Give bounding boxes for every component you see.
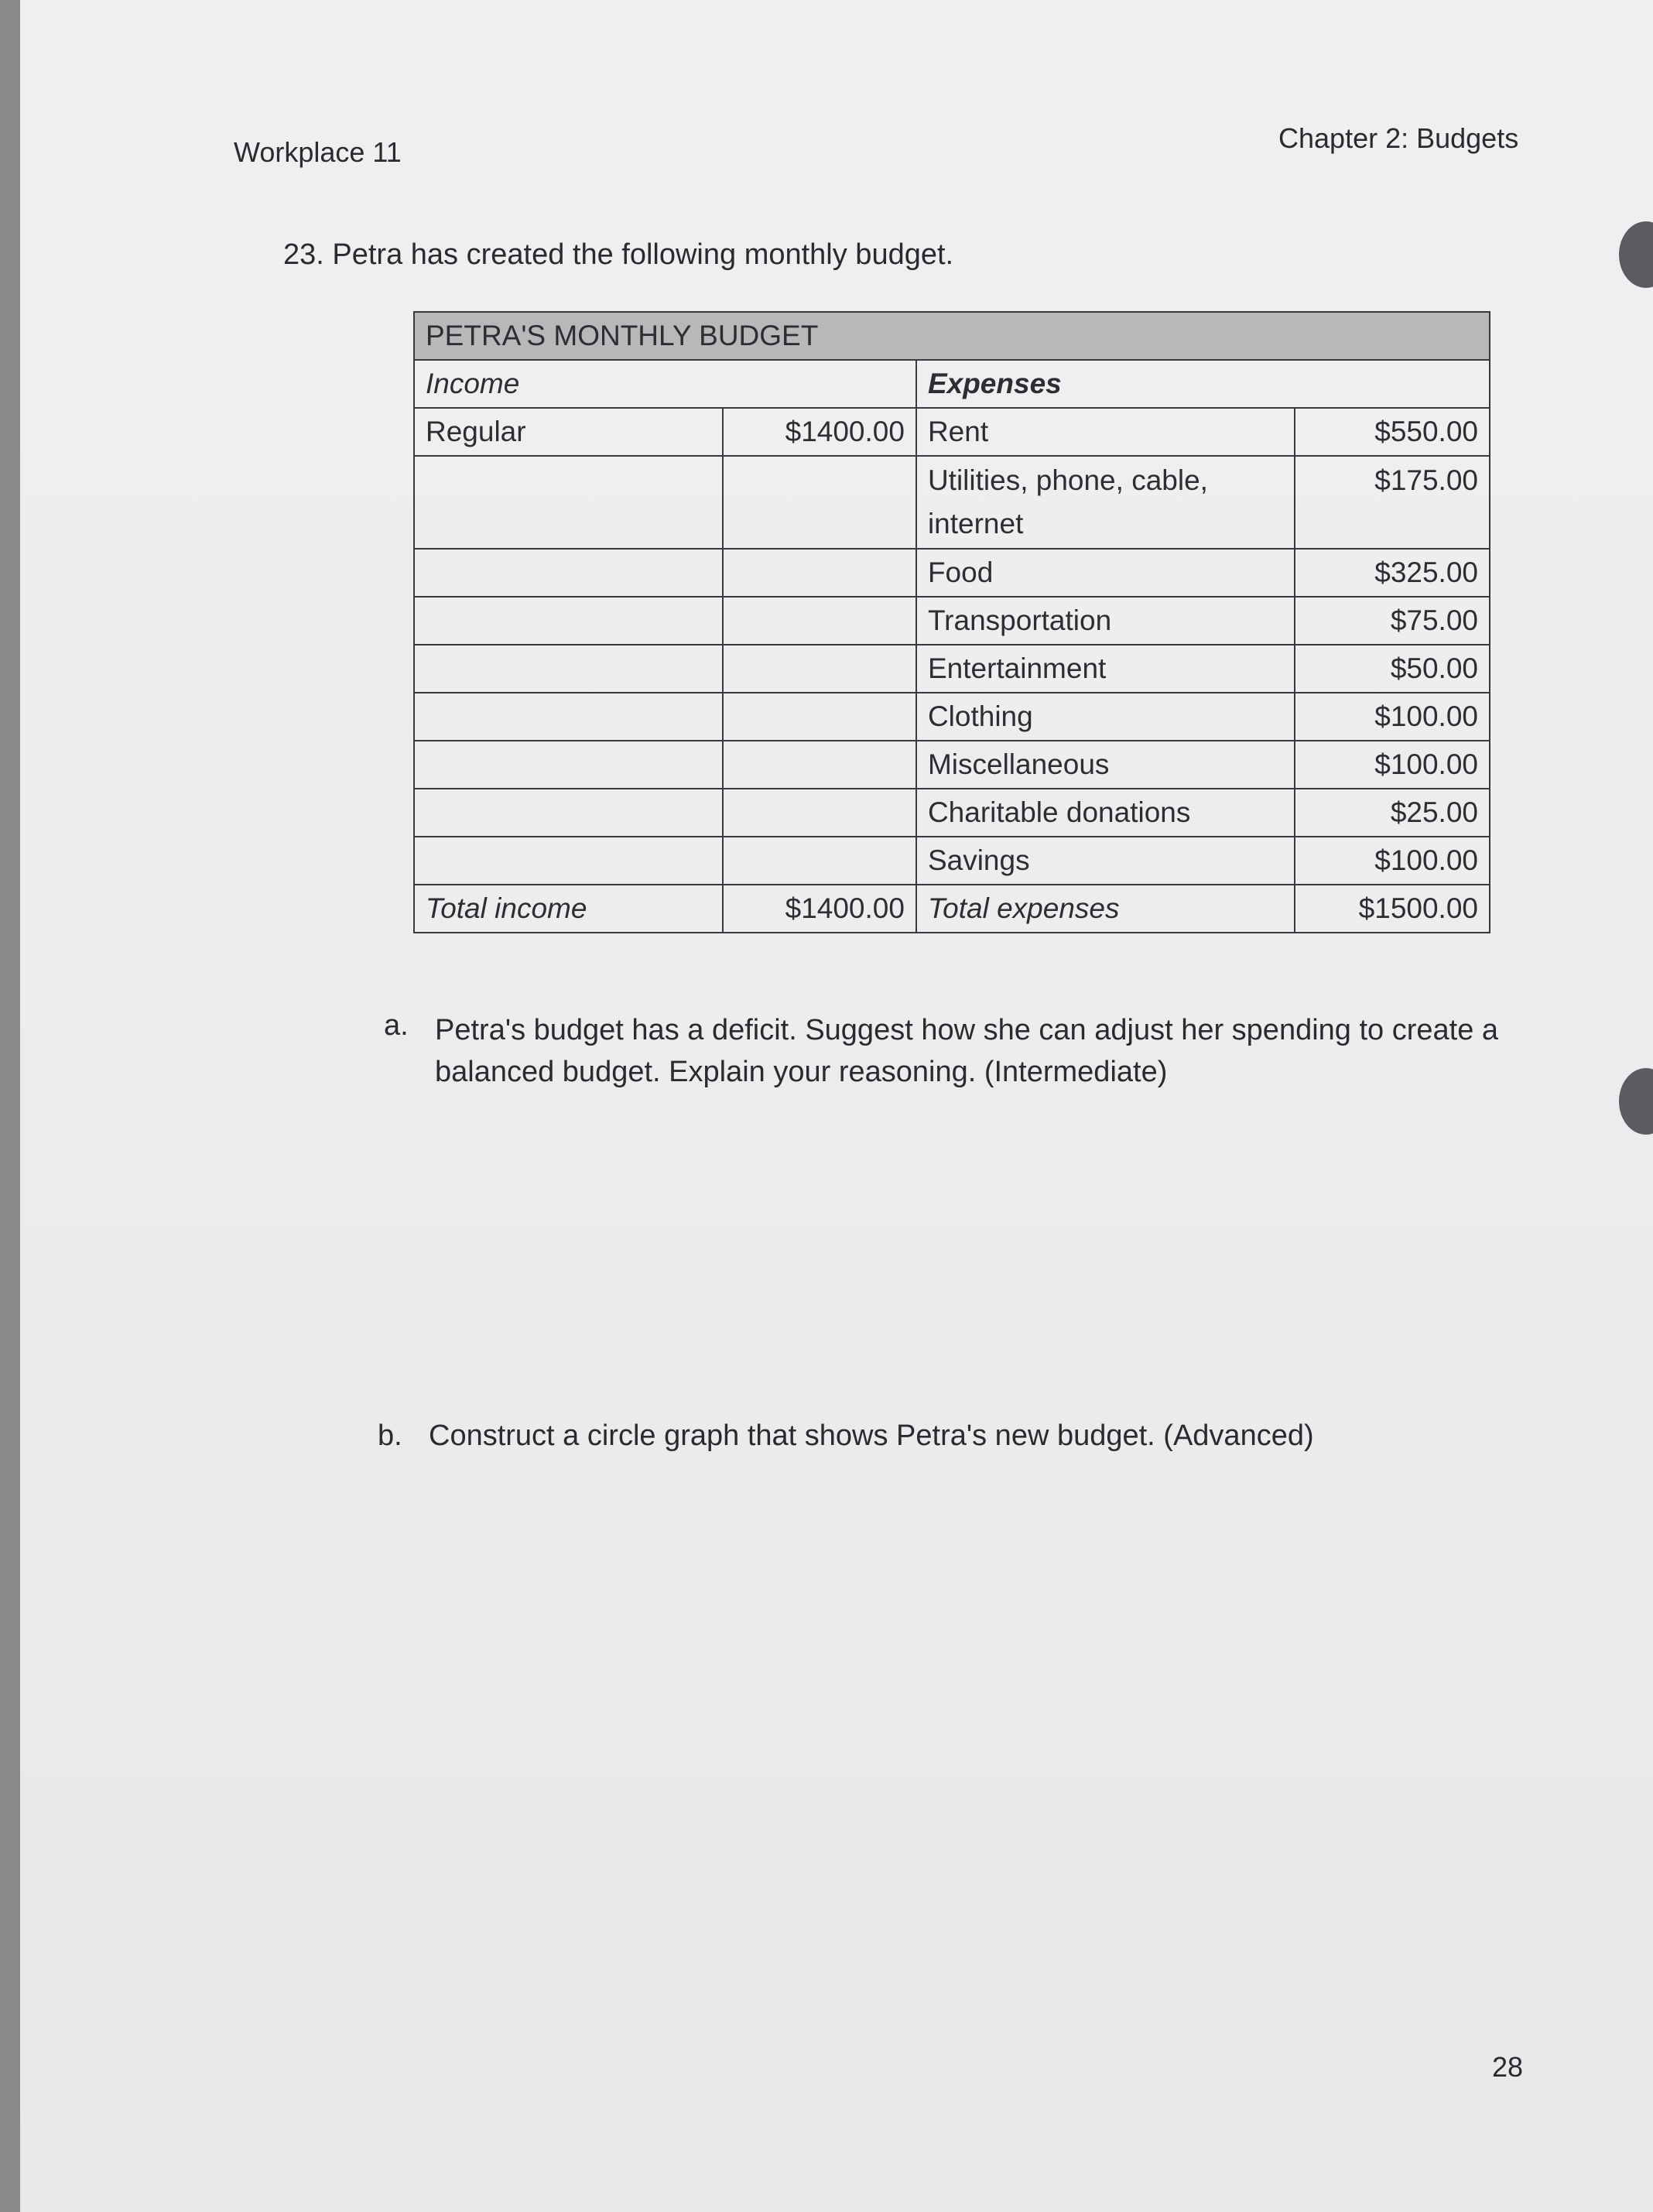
totals-row bbox=[414, 885, 1490, 933]
expense-label: Clothing bbox=[916, 693, 1295, 741]
total-income-label: Total income bbox=[414, 885, 723, 933]
expense-label: Food bbox=[916, 549, 1295, 597]
empty-cell bbox=[723, 837, 916, 885]
expense-amount: $100.00 bbox=[1295, 693, 1490, 741]
empty-cell bbox=[414, 597, 723, 645]
table-row bbox=[414, 645, 1490, 693]
worksheet-page bbox=[20, 0, 1653, 2212]
table-row bbox=[414, 741, 1490, 789]
empty-cell bbox=[414, 645, 723, 693]
empty-cell bbox=[723, 645, 916, 693]
income-amount: $1400.00 bbox=[723, 408, 916, 456]
empty-cell bbox=[414, 456, 723, 549]
expense-label: Savings bbox=[916, 837, 1295, 885]
expense-amount: $100.00 bbox=[1295, 837, 1490, 885]
table-row bbox=[414, 549, 1490, 597]
empty-cell bbox=[723, 549, 916, 597]
part-b-letter: b. bbox=[378, 1419, 402, 1452]
question-text: 23. Petra has created the following monthly budget. bbox=[283, 238, 954, 271]
table-row bbox=[414, 408, 1490, 456]
expense-amount: $325.00 bbox=[1295, 549, 1490, 597]
expenses-header: Expenses bbox=[916, 360, 1490, 408]
part-a-text: Petra's budget has a deficit. Suggest how she can adjust her spending to create a balanced budget. Explain your reasoning. (Intermediate) bbox=[435, 1014, 1499, 1088]
total-income-amount: $1400.00 bbox=[723, 885, 916, 933]
empty-cell bbox=[723, 456, 916, 549]
empty-cell bbox=[414, 549, 723, 597]
empty-cell bbox=[723, 597, 916, 645]
budget-title: PETRA'S MONTHLY BUDGET bbox=[414, 312, 1490, 360]
expense-amount: $25.00 bbox=[1295, 789, 1490, 837]
expense-amount: $75.00 bbox=[1295, 597, 1490, 645]
total-expenses-label: Total expenses bbox=[916, 885, 1295, 933]
binder-hole bbox=[1619, 1068, 1653, 1135]
table-row bbox=[414, 456, 1490, 549]
table-row bbox=[414, 597, 1490, 645]
income-label: Regular bbox=[414, 408, 723, 456]
empty-cell bbox=[414, 789, 723, 837]
empty-cell bbox=[723, 693, 916, 741]
empty-cell bbox=[414, 837, 723, 885]
expense-amount: $175.00 bbox=[1295, 456, 1490, 549]
expense-label: Charitable donations bbox=[916, 789, 1295, 837]
empty-cell bbox=[723, 789, 916, 837]
total-expenses-amount: $1500.00 bbox=[1295, 885, 1490, 933]
income-header: Income bbox=[414, 360, 916, 408]
empty-cell bbox=[414, 693, 723, 741]
header-chapter: Chapter 2: Budgets bbox=[1278, 122, 1519, 154]
empty-cell bbox=[414, 741, 723, 789]
empty-cell bbox=[723, 741, 916, 789]
binder-hole bbox=[1619, 221, 1653, 288]
part-a-letter: a. bbox=[384, 1009, 409, 1042]
table-row bbox=[414, 693, 1490, 741]
expense-amount: $550.00 bbox=[1295, 408, 1490, 456]
part-b-text: Construct a circle graph that shows Petra's new budget. (Advanced) bbox=[429, 1419, 1314, 1452]
expense-label: Transportation bbox=[916, 597, 1295, 645]
expense-amount: $50.00 bbox=[1295, 645, 1490, 693]
expense-amount: $100.00 bbox=[1295, 741, 1490, 789]
table-row bbox=[414, 789, 1490, 837]
expense-label: Utilities, phone, cable, internet bbox=[916, 456, 1295, 549]
header-course: Workplace 11 bbox=[234, 136, 402, 168]
page-number: 28 bbox=[1492, 2051, 1524, 2083]
expense-label: Rent bbox=[916, 408, 1295, 456]
expense-label: Entertainment bbox=[916, 645, 1295, 693]
expense-label: Miscellaneous bbox=[916, 741, 1295, 789]
budget-table bbox=[413, 311, 1490, 933]
table-row bbox=[414, 837, 1490, 885]
